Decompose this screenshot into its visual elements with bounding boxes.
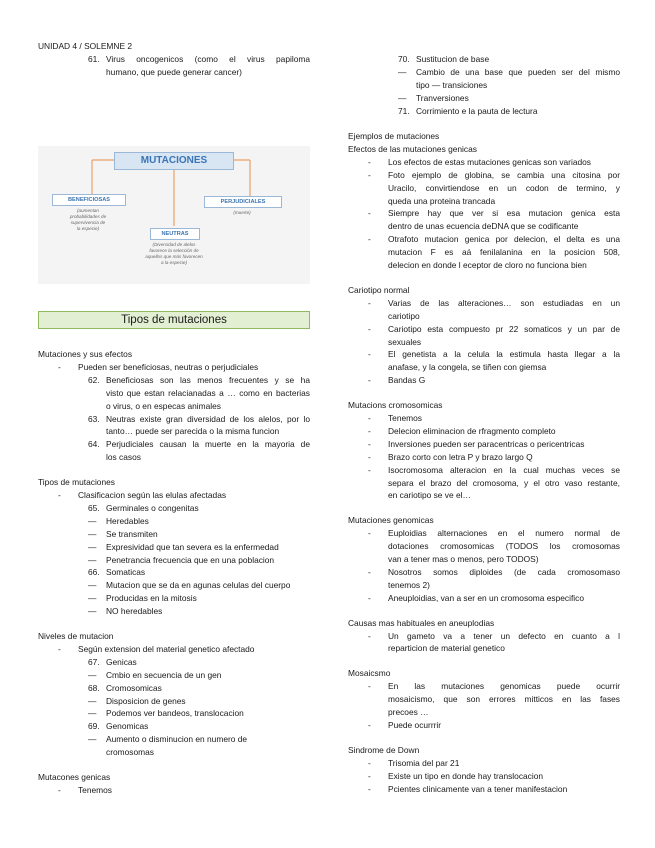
list-marker: — [88, 708, 97, 719]
list-item-text: Varias de las alteraciones… son estudiadas en un [388, 297, 620, 308]
list-item-text: dentro de unas ecuencia deDNA que se codificante [388, 221, 579, 232]
section-heading: Tipos de mutaciones [38, 477, 115, 488]
list-item-text: van a tener mas o menos, pero TODOS) [388, 554, 539, 564]
list-marker: - [368, 438, 371, 449]
list-item-text: Existe un tipo en donde hay translocacion [388, 770, 544, 781]
list-item-text: Disposicion de genes [106, 695, 186, 706]
diagram-neutras-desc [124, 242, 224, 266]
list-item-text: Cambio de una base que pueden ser del mismo [416, 66, 620, 77]
list-item-text: Perjudiciales causan la muerte en la mayoria de [106, 439, 310, 450]
list-marker: 65. [88, 502, 100, 513]
list-item-text: Pueden ser beneficiosas, neutras o perjudiciales [78, 361, 259, 372]
list-marker: - [368, 757, 371, 768]
list-item-text: Cmbio en secuencia de un gen [106, 669, 222, 680]
list-item-text: Podemos ver bandeos, translocacion [106, 708, 244, 719]
list-marker: - [368, 323, 371, 334]
list-item-text: precoes … [388, 707, 429, 717]
list-marker: - [368, 425, 371, 436]
diagram-perjudiciales: PERJUDICIALES [204, 196, 282, 208]
list-item-text: Heredables [106, 515, 149, 526]
list-item-text: mosaicismo, que son errores mitticos en las fases [388, 694, 620, 705]
diagram-desc-line: supervivencia de [70, 220, 106, 225]
mutaciones-diagram [38, 146, 310, 284]
list-marker: - [368, 528, 371, 539]
list-item-text: NO heredables [106, 606, 163, 617]
list-marker: 67. [88, 656, 100, 667]
list-item-text: Corrimiento e la pauta de lectura [416, 105, 538, 116]
list-marker: — [88, 528, 97, 539]
list-marker: 66. [88, 567, 100, 578]
section-heading: Cariotipo normal [348, 284, 410, 295]
section-heading: Mutaciones y sus efectos [38, 349, 133, 359]
diagram-beneficiosas: BENEFICIOSAS [52, 194, 126, 206]
list-item-text: Aneuploidias, van a ser en un cromosoma especifico [388, 592, 584, 603]
list-item-text: Nosotros somos diploides (de cada cromosomaso [388, 566, 620, 577]
list-marker: — [88, 580, 97, 591]
list-marker: - [58, 643, 61, 654]
list-marker: - [368, 592, 371, 603]
list-item-text: reparticion de material genetico [388, 643, 505, 654]
list-item-text: anafase, y la congela, se tiñen con giemsa [388, 362, 547, 373]
list-item-text: Brazo corto con letra P y brazo largo Q [388, 451, 533, 462]
list-marker: — [398, 66, 407, 77]
diagram-desc-line: la especie) [76, 226, 100, 231]
list-item-text: Puede ocurrrir [388, 719, 442, 730]
list-marker: - [368, 464, 371, 475]
list-marker: — [88, 734, 97, 745]
list-item-text: tipo — transiciones [416, 79, 488, 90]
section-heading: Mutacones genicas [38, 772, 111, 782]
list-item-text: Tenemos [388, 413, 422, 423]
list-item-text: Genicas [106, 656, 137, 667]
diagram-desc-line: (muerte) [233, 210, 251, 215]
list-item-text: tenemos 2) [388, 579, 430, 590]
list-marker: - [368, 630, 371, 641]
section-heading: Niveles de mutacion [38, 631, 114, 641]
list-item-text: Genomicas [106, 721, 149, 732]
list-marker: — [398, 92, 407, 103]
list-marker: - [368, 681, 371, 692]
list-item-text: delecion en donde l eceptor de cloro no funciona bien [388, 260, 587, 270]
diagram-beneficiosas-desc [48, 208, 128, 232]
list-marker: - [58, 784, 61, 795]
list-item-text: El genetista a la celula la estimula hasta llegar a la [388, 349, 620, 360]
list-marker: 63. [88, 413, 100, 424]
diagram-desc-line: favorece la selección de [149, 248, 199, 253]
list-item-text: en cariotipo se ve el… [388, 490, 471, 501]
list-item-text: En las mutaciones genomicas puede ocurrir [388, 681, 620, 692]
list-item-text: Aumento o disminucion en numero de [106, 734, 248, 745]
list-marker: - [368, 719, 371, 730]
list-marker: - [58, 361, 61, 372]
section-heading: Mutacions cromosomicas [348, 400, 443, 411]
list-item-text: Expresividad que tan severa es la enfermedad [106, 541, 279, 552]
list-item-text: Bandas G [388, 375, 426, 386]
list-item-text: Somaticas [106, 567, 146, 578]
list-marker: — [88, 515, 97, 526]
section-heading: Mosaicsmo [348, 668, 391, 679]
list-marker: - [58, 490, 61, 500]
list-item-text: cariotipo [388, 310, 420, 321]
list-marker: - [368, 566, 371, 577]
list-item-text: Siempre hay que ver si esa mutacion genica esta [388, 208, 620, 219]
list-marker: — [88, 606, 97, 617]
list-marker: 70. [398, 54, 410, 64]
list-marker: 62. [88, 374, 100, 385]
list-marker: - [368, 208, 371, 219]
list-marker: - [368, 375, 371, 386]
list-item-text: Sustitucion de base [416, 54, 490, 64]
list-marker: - [368, 783, 371, 794]
list-marker: 64. [88, 439, 100, 450]
list-item-text: Foto ejemplo de globina, se cambia una citosina por [388, 169, 620, 180]
list-marker: - [368, 770, 371, 781]
list-item-text: Los efectos de estas mutaciones genicas son variados [388, 156, 591, 167]
list-item-text: Cromosomicas [106, 682, 162, 693]
list-item-text: dotaciones cromosomicas (TODOS los cromosomas [388, 541, 620, 552]
list-item-text: Mutacion que se da en agunas celulas del cuerpo [106, 580, 291, 591]
list-marker: 71. [398, 105, 410, 116]
list-item-text: Trisomia del par 21 [388, 757, 460, 768]
list-item-text: visto que estan relacianadas a … como en bacterias [106, 387, 310, 398]
list-item-text: Euploidias alternaciones en el numero normal de [388, 528, 620, 539]
list-marker: — [88, 541, 97, 552]
list-marker: 69. [88, 721, 100, 732]
list-item-text: Cariotipo esta compuesto pr 22 somaticos y un par de [388, 323, 620, 334]
list-marker: — [88, 669, 97, 680]
list-item-text: Se transmiten [106, 528, 158, 539]
list-item-text: Germinales o congenitas [106, 502, 199, 513]
list-item-text: los casos [106, 452, 141, 463]
list-item-text: Inversiones pueden ser paracentricas o pericentricas [388, 438, 585, 449]
document-header: UNIDAD 4 / SOLEMNE 2 [38, 41, 133, 51]
diagram-desc-line: (Diversidad de alelos [152, 242, 196, 247]
list-item-text: humano, que puede generar cancer) [106, 66, 242, 77]
list-item-text: tanto… puede ser parecida o la misma funcion [106, 426, 280, 437]
section-heading: Causas mas habituales en aneuplodias [348, 617, 495, 628]
diagram-perjudiciales-desc [204, 210, 280, 216]
list-item-text: Delecion eliminacion de rfragmento completo [388, 425, 556, 436]
list-item-text: Un gameto va a tener un defecto en cuanto a l [388, 630, 620, 641]
diagram-neutras: NEUTRAS [150, 228, 200, 240]
list-marker: — [88, 593, 97, 604]
list-item-text: Pcientes clinicamente van a tener manifestacion [388, 783, 568, 794]
section-banner: Tipos de mutaciones [38, 311, 310, 329]
list-marker: - [368, 297, 371, 308]
list-item-text: o virus, o en especas animales [106, 400, 221, 411]
diagram-desc-line: a la especie) [160, 260, 188, 265]
list-marker: — [88, 695, 97, 706]
list-item-text: Uracilo, convirtiendose en un codon de termino, y [388, 182, 620, 193]
list-item-text: Isocromosoma alteracion en la cual muchas veces se [388, 464, 620, 475]
diagram-desc-line: probabilidades de [69, 214, 107, 219]
diagram-title: MUTACIONES [114, 152, 234, 170]
list-item-text: Según extension del material genetico afectado [78, 643, 255, 654]
list-marker: - [368, 413, 371, 423]
list-marker: — [88, 554, 97, 565]
list-item-text: Tenemos [78, 784, 112, 795]
section-heading: Mutaciones genomicas [348, 515, 434, 526]
list-marker: - [368, 169, 371, 180]
list-item-text: Tranversiones [416, 92, 469, 103]
diagram-desc-line: aquellos que más favorecen [145, 254, 203, 259]
section-heading: Sindrome de Down [348, 744, 420, 755]
list-item-text: Otrafoto mutacion genica por delecion, el delta es una [388, 234, 620, 245]
list-item-text: Virus oncogenicos (como el virus papiloma [106, 54, 310, 64]
list-item-text: mutacion F es aá fenilalanina en la posicion 508, [388, 247, 620, 258]
list-item-text: queda una proteina trancada [388, 195, 496, 206]
list-marker: - [368, 156, 371, 167]
section-heading: Efectos de las mutaciones genicas [348, 143, 477, 154]
list-item-text: sexuales [388, 336, 422, 347]
list-item-text: cromosomas [106, 747, 154, 758]
list-item-text: separa el brazo del cromosoma, y el otro vaso restante, [388, 477, 620, 488]
list-marker: - [368, 234, 371, 245]
list-item-text: Penetrancia frecuencia que en una poblacion [106, 554, 275, 565]
list-item-text: Clasificacion según las elulas afectadas [78, 490, 227, 500]
list-marker: - [368, 451, 371, 462]
list-marker: 68. [88, 682, 100, 693]
list-item-text: Neutras existe gran diversidad de los alelos, por lo [106, 413, 310, 424]
list-item-text: Beneficiosas son las menos frecuentes y se ha [106, 374, 310, 385]
list-marker: 61. [88, 54, 100, 64]
diagram-desc-line: (aumentan [77, 208, 99, 213]
section-heading: Ejemplos de mutaciones [348, 131, 440, 141]
list-item-text: Producidas en la mitosis [106, 593, 197, 604]
list-marker: - [368, 349, 371, 360]
